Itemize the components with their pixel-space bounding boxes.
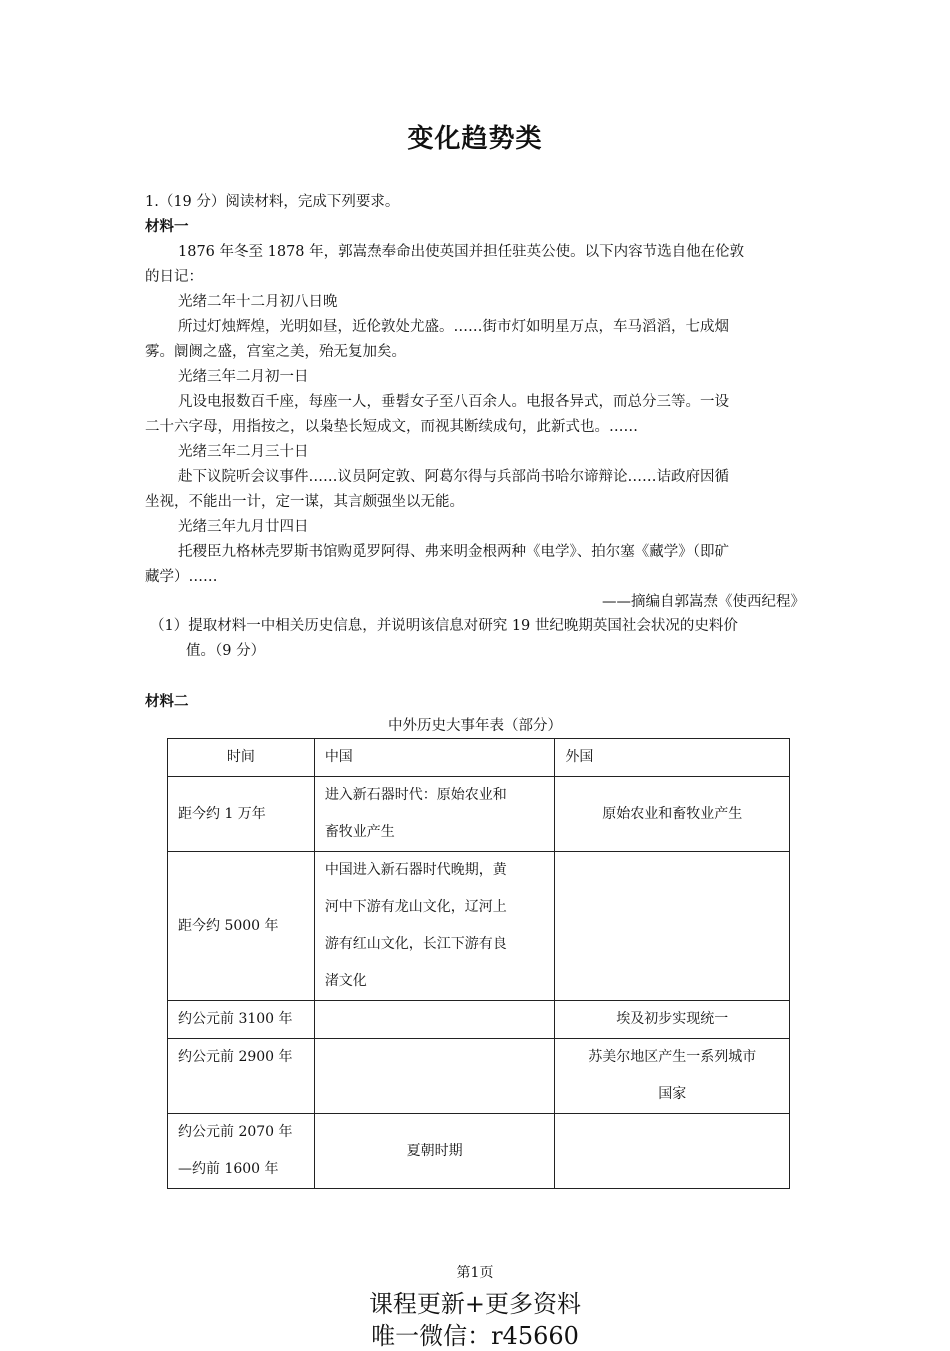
entry3-date: 光绪三年二月三十日 xyxy=(178,444,309,460)
material1-intro-line2: 的日记： xyxy=(145,269,203,285)
cell-line: 约公元前 3100 年 xyxy=(178,1011,293,1027)
row-foreign xyxy=(555,852,790,1001)
cell-line: 进入新石器时代：原始农业和 xyxy=(324,787,507,803)
cell-line: 约公元前 2900 年 xyxy=(178,1049,293,1065)
entry2-date: 光绪三年二月初一日 xyxy=(178,369,309,385)
row-china xyxy=(314,1001,555,1039)
entry2-line2: 二十六字母，用指按之，以枭垫长短成文，而视其断续成句，此新式也。…… xyxy=(145,419,638,435)
events-table xyxy=(167,738,790,1189)
cell-line: 距今约 1 万年 xyxy=(178,805,266,822)
table-row xyxy=(168,777,790,852)
table-header-row xyxy=(168,739,790,777)
cell-line: 夏朝时期 xyxy=(406,1142,463,1159)
cell-line: 国家 xyxy=(658,1086,687,1102)
question-1-1-line1: （1）提取材料一中相关历史信息，并说明该信息对研究 19 世纪晚期英国社会状况的史料价 xyxy=(150,618,738,634)
row-foreign xyxy=(555,1039,790,1114)
entry1-line2: 雾。阛阓之盛，宫室之美，殆无复加矣。 xyxy=(145,344,406,360)
entry1-date: 光绪二年十二月初八日晚 xyxy=(178,294,338,310)
footer-ad-line1: 课程更新+更多资料 xyxy=(368,1290,582,1318)
cell-line: 距今约 5000 年 xyxy=(178,917,279,934)
row-foreign xyxy=(555,1001,790,1039)
header-time: 时间 xyxy=(168,739,315,777)
entry4-line2: 藏学）…… xyxy=(145,569,218,585)
entry2-line1: 凡设电报数百千座，每座一人，垂髫女子至八百余人。电报各异式，而总分三等。一设 xyxy=(178,394,729,410)
row-time xyxy=(168,1001,315,1039)
row-china xyxy=(314,1114,555,1189)
cell-line: 埃及初步实现统一 xyxy=(616,1011,729,1027)
cell-line: 中国进入新石器时代晚期，黄 xyxy=(324,862,507,878)
table-title: 中外历史大事年表（部分） xyxy=(388,718,562,734)
cell-line: 河中下游有龙山文化，辽河上 xyxy=(324,899,507,915)
footer-ad-line2: 唯一微信：r45660 xyxy=(371,1322,579,1350)
cell-line: —约前 1600 年 xyxy=(178,1161,279,1177)
table-row xyxy=(168,1001,790,1039)
page-title: 变化趋势类 xyxy=(407,124,543,154)
header-foreign: 外国 xyxy=(555,739,790,777)
entry1-line1: 所过灯烛辉煌，光明如昼，近伦敦处尤盛。……街市灯如明星万点，车马滔滔，七成烟 xyxy=(178,319,729,335)
material1-intro-line1: 1876 年冬至 1878 年，郭嵩焘奉命出使英国并担任驻英公使。以下内容节选自他在伦敦 xyxy=(178,244,745,260)
material1-label: 材料一 xyxy=(145,218,189,235)
entry4-date: 光绪三年九月廿四日 xyxy=(178,519,309,535)
cell-line: 苏美尔地区产生一系列城市 xyxy=(588,1049,757,1065)
cell-line: 原始农业和畜牧业产生 xyxy=(602,805,743,822)
row-time xyxy=(168,1039,315,1114)
cell-line: 约公元前 2070 年 xyxy=(178,1124,293,1140)
cell-line: 畜牧业产生 xyxy=(324,824,395,840)
row-time xyxy=(168,777,315,852)
row-foreign xyxy=(555,777,790,852)
table-row xyxy=(168,1039,790,1114)
row-china xyxy=(314,777,555,852)
question-1-1-line2: 值。（9 分） xyxy=(186,643,266,659)
entry3-line2: 坐视，不能出一计，定一谋，其言颇强坐以无能。 xyxy=(145,494,464,510)
material1-source: ——摘编自郭嵩焘《使西纪程》 xyxy=(602,594,805,610)
cell-line: 游有红山文化，长江下游有良 xyxy=(324,936,507,952)
page-number: 第1页 xyxy=(456,1265,494,1281)
row-time xyxy=(168,1114,315,1189)
question-intro: 1.（19 分）阅读材料，完成下列要求。 xyxy=(145,194,400,210)
cell-line: 渚文化 xyxy=(324,973,367,989)
row-time xyxy=(168,852,315,1001)
question-1-1 xyxy=(150,614,810,664)
entry3-line1: 赴下议院听会议事件……议员阿定敦、阿葛尔得与兵部尚书哈尔谛辩论……诘政府因循 xyxy=(178,469,729,485)
row-china xyxy=(314,852,555,1001)
material2-label: 材料二 xyxy=(145,693,189,710)
entry4-line1: 托稷臣九格林壳罗斯书馆购觅罗阿得、弗来明金根两种《电学》、拍尔塞《藏学》（即矿 xyxy=(178,544,729,560)
table-row xyxy=(168,1114,790,1189)
row-foreign xyxy=(555,1114,790,1189)
header-china: 中国 xyxy=(314,739,555,777)
table-row xyxy=(168,852,790,1001)
row-china xyxy=(314,1039,555,1114)
